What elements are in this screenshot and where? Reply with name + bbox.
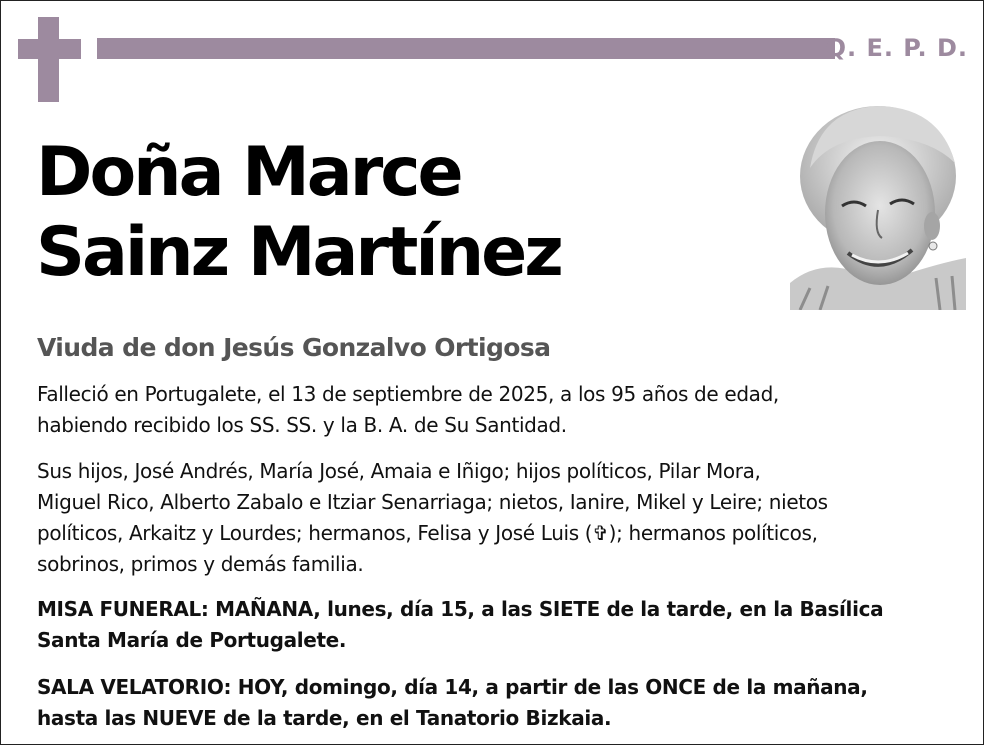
name-line-2: Sainz Martínez bbox=[36, 213, 561, 292]
death-line-2: habiendo recibido los SS. SS. y la B. A. de Su Santidad. bbox=[37, 413, 567, 437]
wake-line-2: hasta las NUEVE de la tarde, en el Tanatorio Bizkaia. bbox=[37, 706, 612, 730]
qepd-label: Q. E. P. D. bbox=[825, 34, 968, 62]
funeral-line-2: Santa María de Portugalete. bbox=[37, 628, 347, 652]
death-line-1: Falleció en Portugalete, el 13 de septiembre de 2025, a los 95 años de edad, bbox=[37, 382, 779, 406]
funeral-line-1: MISA FUNERAL: MAÑANA, lunes, día 15, a las SIETE de la tarde, en la Basílica bbox=[37, 597, 884, 621]
wake-line-1: SALA VELATORIO: HOY, domingo, día 14, a partir de las ONCE de la mañana, bbox=[37, 675, 868, 699]
wake-room bbox=[37, 672, 957, 734]
name-line-1: Doña Marce bbox=[36, 133, 461, 212]
family-line-4: sobrinos, primos y demás familia. bbox=[37, 552, 364, 576]
family-line-3: políticos, Arkaitz y Lourdes; hermanos, Felisa y José Luis (✞); hermanos políticos, bbox=[37, 521, 818, 545]
family-line-2: Miguel Rico, Alberto Zabalo e Itziar Senarriaga; nietos, Ianire, Mikel y Leire; nietos bbox=[37, 490, 828, 514]
header-rule bbox=[97, 38, 835, 59]
family-list bbox=[37, 456, 957, 580]
funeral-mass bbox=[37, 594, 957, 656]
widow-subtitle: Viuda de don Jesús Gonzalvo Ortigosa bbox=[37, 333, 551, 362]
family-line-1: Sus hijos, José Andrés, María José, Amaia e Iñigo; hijos políticos, Pilar Mora, bbox=[37, 459, 761, 483]
cross-icon bbox=[18, 17, 81, 102]
death-announcement bbox=[37, 379, 957, 441]
portrait-photo bbox=[790, 98, 966, 310]
deceased-name bbox=[36, 133, 561, 293]
